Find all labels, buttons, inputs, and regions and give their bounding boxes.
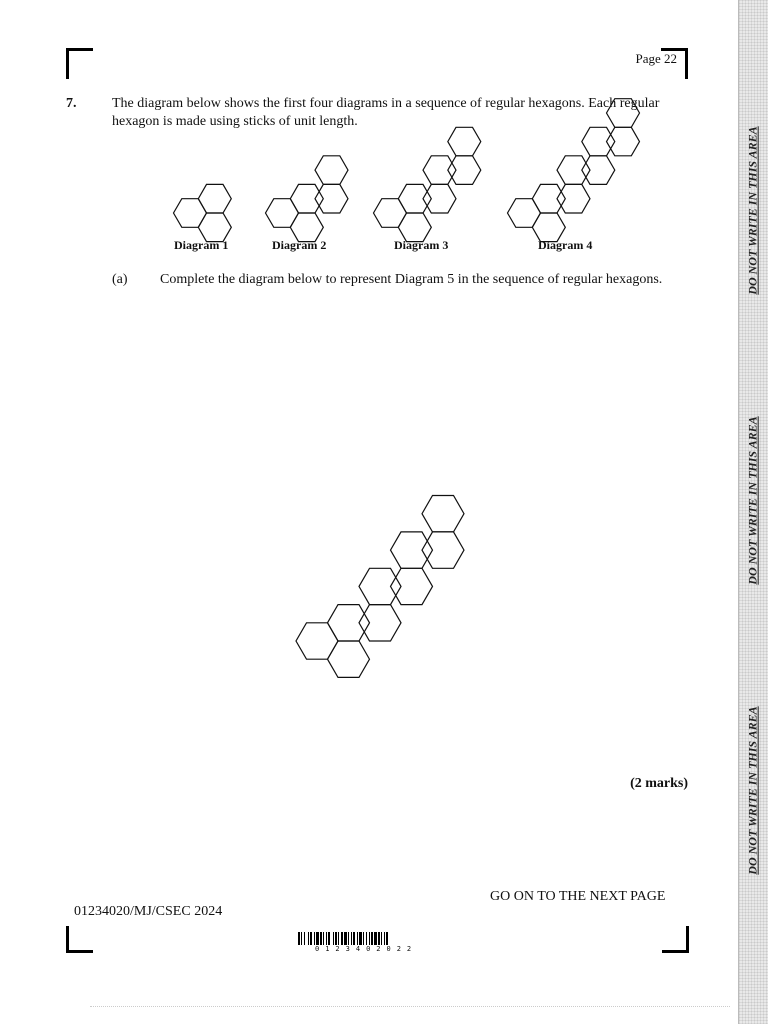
hexagon	[532, 184, 565, 213]
hexagon	[448, 127, 481, 156]
hexagon	[328, 605, 370, 641]
barcode-bar	[344, 932, 347, 945]
barcode-bar	[323, 932, 324, 945]
barcode-bar	[359, 932, 362, 945]
barcode-bar	[381, 932, 382, 945]
question-number: 7.	[66, 96, 77, 111]
diagram-4-hexagons	[508, 99, 640, 242]
hexagon	[398, 184, 431, 213]
diagram-1-label: Diagram 1	[174, 238, 229, 252]
hexagon	[290, 184, 323, 213]
hexagon	[607, 127, 640, 156]
barcode-bar	[357, 932, 358, 945]
barcode-bar	[341, 932, 343, 945]
barcode-bar	[338, 932, 339, 945]
barcode-bar	[310, 932, 312, 945]
footer-divider	[90, 1006, 730, 1007]
side-warning-1: DO NOT WRITE IN THIS AREA	[745, 125, 760, 295]
diagram-3-label: Diagram 3	[394, 238, 449, 252]
hexagon	[266, 199, 299, 228]
side-warning-2: DO NOT WRITE IN THIS AREA	[745, 415, 760, 585]
barcode-bar	[320, 932, 322, 945]
marks-label: (2 marks)	[630, 776, 688, 791]
hexagon	[557, 184, 590, 213]
barcode-bar	[348, 932, 349, 945]
corner-mark-bottom-left	[66, 926, 93, 953]
barcode-bar	[308, 932, 309, 945]
barcode-bar	[378, 932, 380, 945]
barcode-digits: 0123402022	[315, 945, 418, 953]
hexagon	[508, 199, 541, 228]
hexagon	[423, 184, 456, 213]
barcode-bar	[366, 932, 367, 945]
diagram-3-hexagons	[374, 127, 481, 241]
side-warning-3: DO NOT WRITE IN THIS AREA	[745, 705, 760, 875]
barcode-bar	[304, 932, 305, 945]
diagram-5-partial-hexagons	[296, 496, 464, 678]
hexagon	[423, 156, 456, 185]
hexagon	[422, 496, 464, 532]
barcode-bar	[298, 932, 300, 945]
hexagon	[198, 184, 231, 213]
hexagon	[422, 532, 464, 568]
barcode-bar	[369, 932, 370, 945]
part-a-label: (a)	[112, 272, 128, 287]
barcode-bar	[316, 932, 319, 945]
diagram-2-hexagons	[266, 156, 349, 242]
hexagon	[174, 199, 207, 228]
diagram-1-hexagons	[174, 184, 232, 241]
hexagon	[315, 156, 348, 185]
corner-mark-bottom-right	[662, 926, 689, 953]
hexagon	[374, 199, 407, 228]
barcode-bar	[363, 932, 364, 945]
page-number: Page 22	[635, 51, 677, 66]
diagram-4-label: Diagram 4	[538, 238, 593, 252]
barcode-bar	[351, 932, 352, 945]
question-text: The diagram below shows the first four diagrams in a sequence of regular hexagons. Each regular hexagon is made using sticks of unit length.	[112, 96, 660, 129]
hexagon	[315, 184, 348, 213]
part-a-text: Complete the diagram below to represent Diagram 5 in the sequence of regular hexagons.	[160, 272, 663, 287]
barcode-bar	[301, 932, 302, 945]
hexagon	[557, 156, 590, 185]
barcode-bar	[353, 932, 355, 945]
barcode-bar	[326, 932, 327, 945]
hexagon	[391, 532, 433, 568]
barcode-bar	[335, 932, 337, 945]
hexagon	[582, 127, 615, 156]
diagram-2-label: Diagram 2	[272, 238, 327, 252]
barcode-bar	[386, 932, 388, 945]
barcode-bar	[314, 932, 315, 945]
hexagon	[359, 568, 401, 604]
hexagon	[448, 156, 481, 185]
barcode-bar	[328, 932, 330, 945]
go-on-text: GO ON TO THE NEXT PAGE	[490, 889, 666, 904]
hexagon	[359, 605, 401, 641]
exam-code: 01234020/MJ/CSEC 2024	[74, 904, 223, 919]
hexagon	[607, 99, 640, 128]
barcode-bar	[384, 932, 385, 945]
barcode-bar	[371, 932, 373, 945]
barcode-bar	[374, 932, 377, 945]
hexagon	[328, 641, 370, 677]
hexagon	[296, 623, 338, 659]
hexagon	[582, 156, 615, 185]
hexagon	[391, 568, 433, 604]
barcode-bar	[333, 932, 334, 945]
